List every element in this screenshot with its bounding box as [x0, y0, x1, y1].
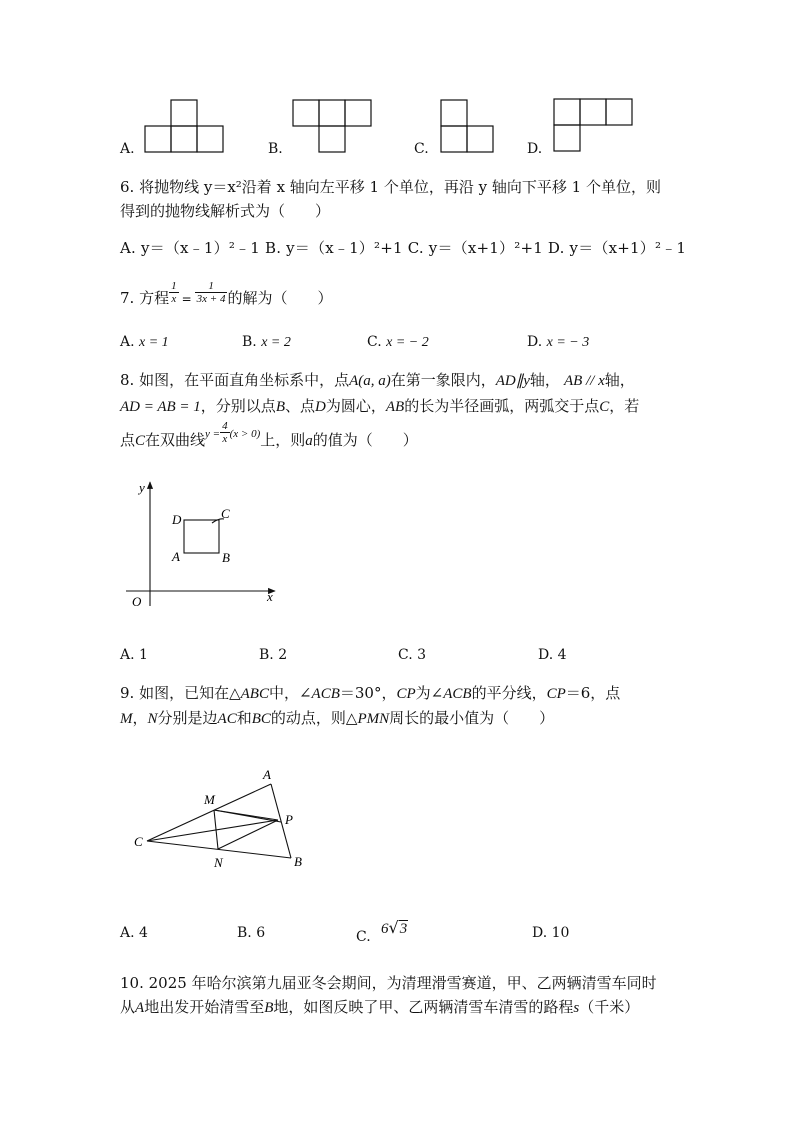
q8-coordinate-figure — [120, 476, 290, 616]
q7-option-c[interactable]: C. x = − 2 — [367, 334, 429, 350]
q8-label-a: A — [172, 549, 180, 564]
q5-figure-d — [553, 98, 637, 154]
q9-triangle-figure — [130, 765, 310, 875]
q8-option-d[interactable]: D. 4 — [538, 647, 567, 663]
q5-figure-b — [292, 99, 374, 155]
q7-option-a[interactable]: A. x = 1 — [120, 334, 169, 350]
q9-segment-m-ab — [214, 810, 281, 822]
q9-label-p: P — [285, 812, 293, 827]
q8-label-c: C — [221, 506, 230, 521]
q8-hyperbola-fraction: $\frac{4}{x}$ — [222, 419, 228, 445]
q8-square — [184, 520, 219, 553]
sqrt-icon: √ — [388, 918, 399, 937]
q9-label-a: A — [263, 767, 271, 782]
q9-label-c: C — [134, 834, 143, 849]
q5-option-d[interactable]: D. — [527, 141, 543, 157]
q6-options[interactable]: A. y＝（x﹣1）²﹣1 B. y＝（x﹣1）²+1 C. y＝（x+1）²+1 D. y＝（x+1）²﹣1 — [120, 239, 687, 257]
q10-stem-line1: 10. 2025 年哈尔滨第九届亚冬会期间，为清理滑雪赛道，甲、乙两辆清雪车同时 — [120, 974, 657, 992]
q8-option-a[interactable]: A. 1 — [120, 647, 148, 663]
q8-option-c[interactable]: C. 3 — [398, 647, 427, 663]
q9-option-c-value[interactable] — [381, 918, 408, 938]
q7-option-d[interactable]: D. x = − 3 — [527, 334, 590, 350]
q8-label-x: x — [267, 589, 273, 604]
q7-fraction-left: $\frac{1}{x}$ — [171, 279, 177, 305]
q7-prefix: 7. 方程 — [120, 289, 170, 307]
q9-option-b[interactable]: B. 6 — [237, 925, 266, 941]
q5-option-b[interactable]: B. — [268, 141, 283, 157]
q8-label-b: B — [222, 550, 230, 565]
q5-figure-c — [440, 99, 496, 155]
q9-option-c[interactable]: C. — [356, 929, 371, 945]
q7-fraction-right: $\frac{1}{3x + 4}$ — [196, 279, 226, 305]
q5-option-a[interactable]: A. — [120, 141, 135, 157]
q5-figure-a — [145, 99, 225, 155]
q8-label-o: O — [132, 594, 142, 609]
q6-stem-line1: 6. 将抛物线 y＝x²沿着 x 轴向左平移 1 个单位，再沿 y 轴向下平移 1 个单位，则 — [120, 178, 661, 196]
q8-stem-line3: 点C在双曲线$^{y =}$ $\frac{4}{x}$ $^{(x > 0)}$上，则a的值为（ ） — [120, 419, 418, 449]
q9-label-n: N — [214, 855, 223, 870]
q8-label-d: D — [172, 512, 182, 527]
q7-option-b[interactable]: B. x = 2 — [242, 334, 291, 350]
q9-label-m: M — [204, 792, 215, 807]
q8-label-y: y — [139, 480, 145, 495]
q8-stem-line1: 8. 如图，在平面直角坐标系中，点A(a, a)在第一象限内，AD∥y轴， AB // x轴， — [120, 371, 635, 389]
q9-bisector-cp — [147, 820, 278, 841]
q9-option-d[interactable]: D. 10 — [532, 925, 570, 941]
q8-stem-line2: AD = AB = 1，分别以点B、点D为圆心，AB的长为半径画弧，两弧交于点C，若 — [120, 397, 640, 415]
q9-label-b: B — [294, 854, 302, 869]
q6-stem-line2: 得到的抛物线解析式为（ ） — [120, 202, 331, 220]
q9-coefficient: 6 — [381, 921, 389, 937]
q7-stem — [120, 279, 333, 309]
q9-stem-line2: M，N分别是边AC和BC的动点，则△PMN周长的最小值为（ ） — [120, 709, 555, 727]
q7-equals: = — [181, 292, 192, 306]
q9-radicand: 3 — [399, 921, 408, 937]
q7-suffix: 的解为（ ） — [227, 289, 333, 307]
q9-stem-line1: 9. 如图，已知在△ABC中，∠ACB＝30°，CP为∠ACB的平分线，CP＝6，点 — [120, 684, 621, 702]
q10-stem-line2: 从A地出发开始清雪至B地，如图反映了甲、乙两辆清雪车清雪的路程s（千米） — [120, 998, 640, 1016]
q5-option-c[interactable]: C. — [414, 141, 429, 157]
q9-option-a[interactable]: A. 4 — [120, 925, 148, 941]
q8-option-b[interactable]: B. 2 — [259, 647, 288, 663]
